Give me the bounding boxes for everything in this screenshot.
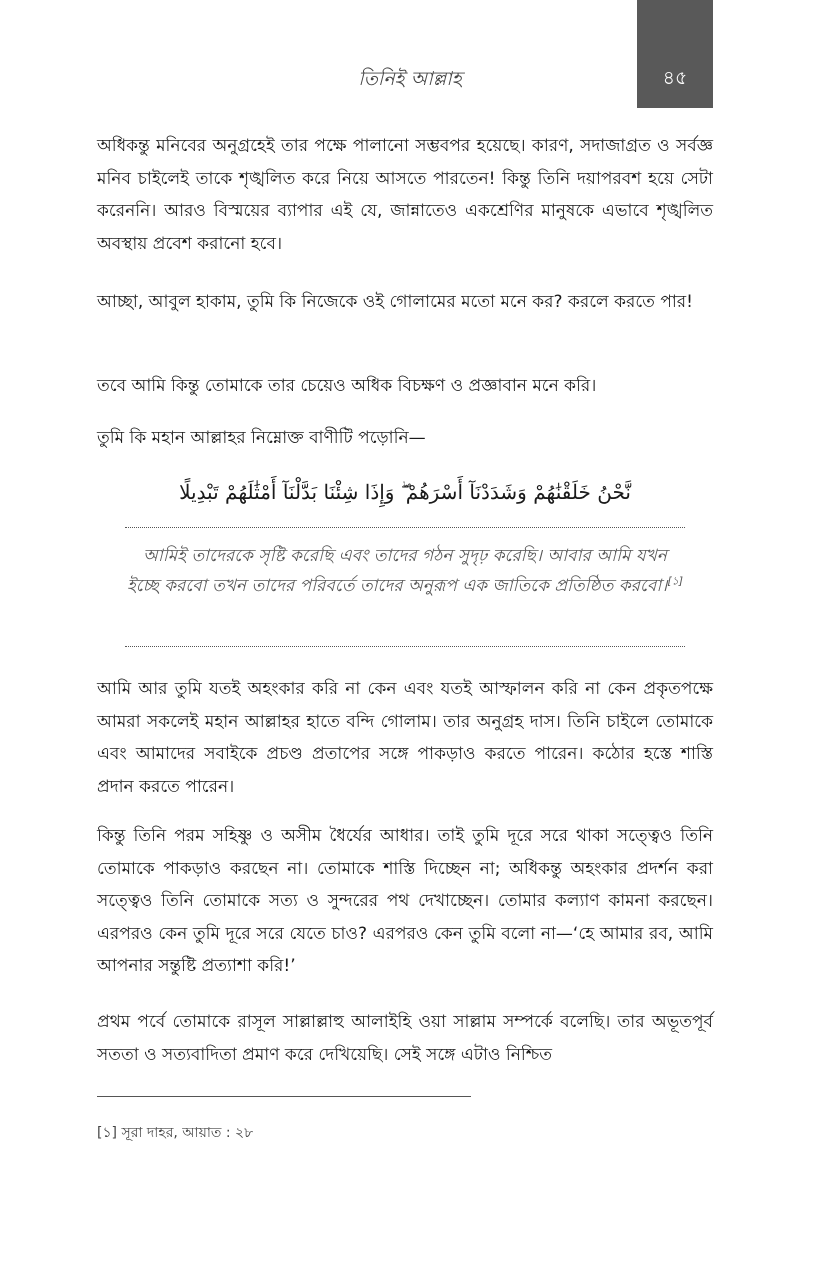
footnote-divider (97, 1096, 471, 1097)
paragraph-2: আচ্ছা, আবুল হাকাম, তুমি কি নিজেকে ওই গোলামের মতো মনে কর? করলে করতে পার! (97, 292, 693, 312)
paragraph-5: আমি আর তুমি যতই অহংকার করি না কেন এবং যতই আস্ফালন করি না কেন প্রকৃতপক্ষে আমরা সকলেই মহান আল্লাহর হাতে বন্দি গোলাম। তার অনুগ্রহ দাস। তিনি চাইলে তোমাকে এবং আমাদের সবাইকে প্রচণ্ড প্রতাপের সঙ্গে পাকড়াও করতে পারেন। কঠোর হস্তে শাস্তি প্রদান করতে পারেন। (97, 679, 713, 797)
quote-bottom-divider (125, 646, 685, 647)
quran-verse-arabic: نَّحْنُ خَلَقْنَٰهُمْ وَشَدَدْنَآ أَسْرَهُمْ ۖ وَإِذَا شِئْنَا بَدَّلْنَآ أَمْثَٰلَهُمْ تَبْدِيلًا (179, 480, 631, 504)
page-number: ৪৫ (662, 67, 688, 89)
paragraph-7: প্রথম পর্বে তোমাকে রাসূল সাল্লাল্লাহু আলাইহি ওয়া সাল্লাম সম্পর্কে বলেছি। তার অভূতপূর্ব সততা ও সত্যবাদিতা প্রমাণ করে দেখিয়েছি। সেই সঙ্গে এটাও নিশ্চিত (97, 1012, 713, 1065)
page-number-tab (637, 0, 713, 108)
quote-translation (125, 541, 685, 601)
footnote-reference[interactable]: [১] (667, 574, 684, 588)
quote-translation-text: আমিই তাদেরকে সৃষ্টি করেছি এবং তাদের গঠন সুদৃঢ় করেছি। আবার আমি যখন ইচ্ছে করবো তখন তাদের পরিবর্তে তাদের অনুরূপ এক জাতিকে প্রতিষ্ঠিত করবো। (126, 546, 668, 596)
quote-top-divider (125, 527, 685, 528)
paragraph-4: তুমি কি মহান আল্লাহর নিম্নোক্ত বাণীটি পড়োনি— (97, 428, 426, 448)
paragraph-1: অধিকন্তু মনিবের অনুগ্রহেই তার পক্ষে পালানো সম্ভবপর হয়েছে। কারণ, সদাজাগ্রত ও সর্বজ্ঞ মনিব চাইলেই তাকে শৃঙ্খলিত করে নিয়ে আসতে পারতেন! কিন্তু তিনি দয়াপরবশ হয়ে সেটা করেননি। আরও বিস্ময়ের ব্যাপার এই যে, জান্নাতেও একশ্রেণির মানুষকে এভাবে শৃঙ্খলিত অবস্থায় প্রবেশ করানো হবে। (97, 136, 713, 254)
running-title: তিনিই আল্লাহ (358, 68, 462, 90)
paragraph-6: কিন্তু তিনি পরম সহিষ্ণু ও অসীম ধৈর্যের আধার। তাই তুমি দূরে সরে থাকা সত্ত্বেও তিনি তোমাকে পাকড়াও করছেন না। তোমাকে শাস্তি দিচ্ছেন না; অধিকন্তু অহংকার প্রদর্শন করা সত্ত্বেও তিনি তোমাকে সত্য ও সুন্দরের পথ দেখাচ্ছেন। তোমার কল্যাণ কামনা করছেন। এরপরও কেন তুমি দূরে সরে যেতে চাও? এরপরও কেন তুমি বলো না—‘হে আমার রব, আমি আপনার সন্তুষ্টি প্রত্যাশা করি!’ (97, 826, 713, 976)
footnote: [১] সূরা দাহর, আয়াত : ২৮ (97, 1125, 254, 1141)
paragraph-3: তবে আমি কিন্তু তোমাকে তার চেয়েও অধিক বিচক্ষণ ও প্রজ্ঞাবান মনে করি। (97, 376, 597, 396)
